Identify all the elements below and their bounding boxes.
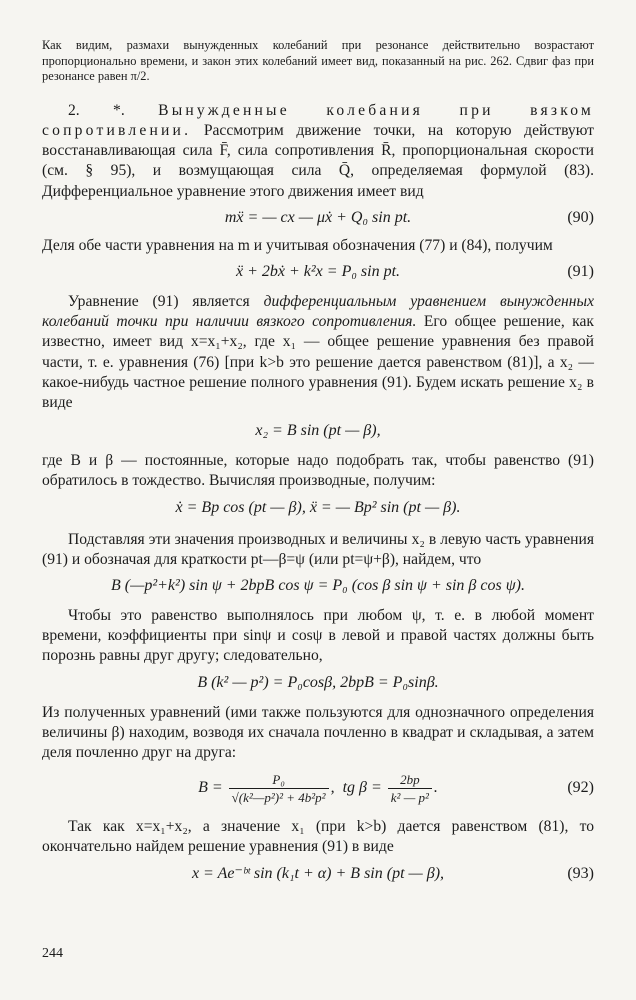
- paragraph-constants: где B и β — постоянные, которые надо подобрать так, чтобы равенство (91) обратилось в тождество. Вычисляя производные, получим:: [42, 452, 594, 490]
- equation-92-number: (92): [567, 779, 594, 797]
- section-paragraph: [42, 101, 594, 202]
- paragraph-substitution: Подставляя эти значения производных и величины x₂ в левую часть уравнения (91) и обозначая для краткости pt—β=ψ (или pt=ψ+β), найдем, что: [42, 530, 594, 568]
- equation-derivatives: [42, 496, 594, 520]
- page-body: [42, 38, 594, 886]
- definition-rest: Его общее решение, как известно, имеет вид x=x₁+x₂, где x₁ — общее решение уравнения без правой части, т. е. уравнения (76) [при k>b это решение дается равенством (81)], а x₂ — какое-нибудь частное решение полного уравнения (91). Будем искать решение x₂ в виде: [42, 313, 594, 412]
- equation-substitution-text: B (—p²+k²) sin ψ + 2bpB cos ψ = P₀ (cos β sin ψ + sin β cos ψ).: [111, 577, 525, 595]
- fraction-tg-numerator: 2bp: [388, 772, 432, 789]
- equation-derivatives-text: ẋ = Bp cos (pt — β), ẍ = — Bp² sin (pt — β).: [175, 498, 461, 516]
- equation-92: B = $\frac{\text{P₀}}{\text{√(k²—p²)² + 4b²p²}}$ , tg β = $\frac{2bp}{\text{k² — p²}}$ . (92): [42, 769, 594, 807]
- fraction-b-denominator: √(k²—p²)² + 4b²p²: [231, 789, 326, 805]
- section-number: 2. *.: [68, 101, 125, 119]
- equation-93-number: (93): [567, 864, 594, 882]
- equation-90: [42, 206, 594, 230]
- intro-paragraph: Как видим, размахи вынужденных колебаний при резонансе действительно возрастают пропорционально времени, и закон этих колебаний имеет вид, показанный на рис. 262. Сдвиг фаз при резонансе равен π/2.: [42, 38, 594, 84]
- fraction-tg-denominator: k² — p²: [390, 789, 429, 805]
- equation-91: [42, 260, 594, 284]
- page-number: 244: [42, 946, 63, 961]
- paragraph-dividing: Деля обе части уравнения на m и учитывая обозначения (77) и (84), получим: [42, 236, 553, 254]
- section-title: Вынужденные колебания при вязком сопротивлении.: [42, 101, 595, 139]
- paragraph-solving: Из полученных уравнений (ими также пользуются для однозначного определения величины β) находим, возводя их сначала почленно в квадрат и складывая, а затем деля почленно друг на друга:: [42, 703, 594, 762]
- paragraph-coefficients: Чтобы это равенство выполнялось при любом ψ, т. е. в любой момент времени, коэффициенты при sinψ и cosψ в левой и правой частях должны быть порознь равны друг другу; следовательно,: [42, 607, 594, 665]
- equation-91-text: ẍ + 2bẋ + k²x = P₀ sin pt.: [235, 263, 401, 280]
- equation-93-text: x = Ae⁻ᵇᵗ sin (k₁t + α) + B sin (pt — β),: [191, 864, 445, 882]
- equation-91-number: (91): [567, 263, 594, 280]
- definition-start: Уравнение (91) является: [68, 293, 264, 310]
- equation-coefficients-text: B (k² — p²) = P₀cosβ, 2bpB = P₀sinβ.: [197, 673, 439, 691]
- equation-93: [42, 862, 594, 886]
- equation-92-lhs: B =: [198, 779, 223, 797]
- equation-92-tg-lhs: tg β =: [342, 779, 382, 797]
- equation-x2-text: x₂ = B sin (pt — β),: [255, 422, 381, 440]
- equation-substitution: [42, 574, 594, 598]
- equation-92-fraction-tg: [388, 772, 432, 806]
- definition-italic: дифференциальным уравнением вынужденных колебаний точки при наличии вязкого сопротивления.: [42, 293, 594, 331]
- equation-92-fraction-b: [229, 772, 329, 806]
- section-text: Рассмотрим движение точки, на которую действуют восстанавливающая сила F̄, сила сопротивления R̄, пропорциональная скорости (см. § 95), и возмущающая сила Q̄, определяемая формулой (83). Дифференциальное уравнение этого движения имеет вид: [42, 121, 594, 200]
- equation-coefficients: [42, 671, 594, 695]
- paragraph-definition: [42, 292, 594, 413]
- equation-x2: [42, 419, 594, 443]
- fraction-b-numerator: P₀: [229, 772, 329, 789]
- equation-90-number: (90): [567, 208, 594, 226]
- paragraph-final: Так как x=x₁+x₂, а значение x₁ (при k>b) дается равенством (81), то окончательно найдем решение уравнения (91) в виде: [42, 818, 594, 856]
- equation-90-text: mẍ = — cx — μẋ + Q₀ sin pt.: [224, 208, 412, 226]
